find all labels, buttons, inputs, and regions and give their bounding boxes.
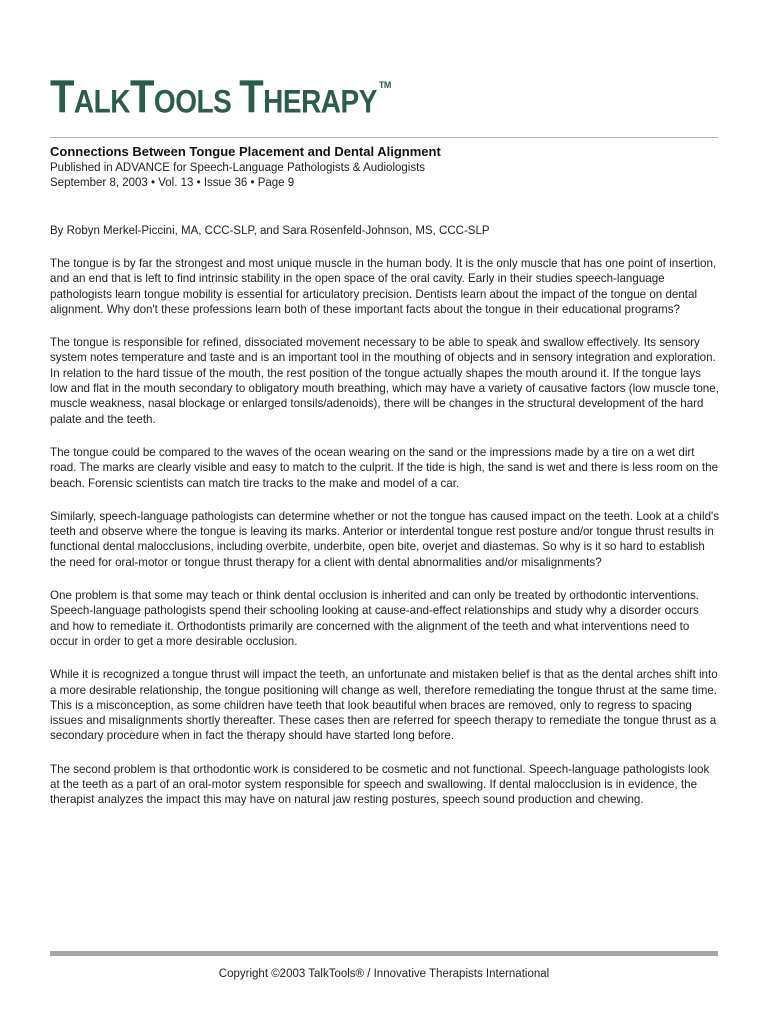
logo-word-talktools: TalkTools: [50, 72, 232, 123]
paragraph: The tongue could be compared to the waves of the ocean wearing on the sand or the impressions made by a tire on a wet dirt road. The marks are clearly visible and easy to match to the culprit. If the tide is high, the sand is wet and there is less room on the beach. Forensic scientists can match tire tracks to the make and model of a car.: [50, 445, 719, 490]
paragraph: The tongue is responsible for refined, dissociated movement necessary to be able to speak and swallow effectively. Its sensory system notes temperature and taste and is an important tool in the mouthing of objects and in sensory integration and exploration. In relation to the hard tissue of the mouth, the rest position of the tongue actually shapes the mouth around it. If the tongue lays low and flat in the mouth secondary to obligatory mouth breathing, which may have a variety of causative factors (low muscle tone, muscle weakness, nasal blockage or enlarged tonsils/adenoids), there will be changes in the structural development of the hard palate and the teeth.: [50, 336, 719, 426]
date-line: September 8, 2003 • Vol. 13 • Issue 36 • Page 9: [50, 177, 295, 189]
copyright-footer: Copyright ©2003 TalkTools® / Innovative Therapists International: [218, 968, 550, 980]
article-body: [50, 256, 720, 826]
header-divider: [50, 137, 718, 138]
publication-line: Published in ADVANCE for Speech-Language Pathologists & Audiologists: [50, 162, 426, 174]
logo-word-therapy: Therapy: [239, 72, 377, 123]
article-byline: By Robyn Merkel-Piccini, MA, CCC-SLP, and Sara Rosenfeld-Johnson, MS, CCC-SLP: [50, 225, 490, 237]
logo-trademark: TM: [378, 80, 391, 90]
paragraph: One problem is that some may teach or think dental occlusion is inherited and can only be treated by orthodontic interventions. Speech-language pathologists spend their schooling looking at cause-and-effect relationships and study why a disorder occurs and how to remediate it. Orthodontists primarily are concerned with the alignment of the teeth and what interventions need to occur in order to get a more desirable occlusion.: [50, 589, 699, 648]
paragraph: While it is recognized a tongue thrust will impact the teeth, an unfortunate and mistaken belief is that as the dental arches shift into a more desirable relationship, the tongue positioning will change as well, therefore remediating the tongue thrust at the same time. This is a misconception, as some children have teeth that look beautiful when braces are removed, only to regress to spacing issues and misalignments shortly thereafter. These cases then are referred for speech therapy to remediate the tongue thrust as a secondary procedure when in fact the therapy should have started long before.: [50, 668, 718, 743]
talktools-therapy-logo: [50, 70, 391, 130]
article-title: Connections Between Tongue Placement and Dental Alignment: [50, 144, 441, 159]
paragraph: The tongue is by far the strongest and most unique muscle in the human body. It is the only muscle that has one point of insertion, and an end that is left to find intrinsic stability in the open space of the oral cavity. Early in their studies speech-language pathologists learn tongue mobility is essential for articulatory precision. Dentists learn about the impact of the tongue on dental alignment. Why don't these professions learn both of these important facts about the tongue in their educational programs?: [50, 257, 717, 316]
paragraph: The second problem is that orthodontic work is considered to be cosmetic and not functional. Speech-language pathologists look at the teeth as a part of an oral-motor system responsible for speech and swallowing. If dental malocclusion is in evidence, the therapist analyzes the impact this may have on natural jaw resting postures, speech sound production and chewing.: [50, 762, 710, 807]
paragraph: Similarly, speech-language pathologists can determine whether or not the tongue has caused impact on the teeth. Look at a child's teeth and observe where the tongue is leaving its marks. Anterior or interdental tongue rest posture and/or tongue thrust results in functional dental malocclusions, including overbite, underbite, open bite, overjet and diastemas. So why is it so hard to establish the need for oral-motor or tongue thrust therapy for a client with dental abnormalities and/or misalignments?: [50, 509, 720, 569]
document-page: [50, 0, 720, 1024]
footer-divider: [50, 951, 718, 956]
article-meta: [50, 161, 425, 191]
